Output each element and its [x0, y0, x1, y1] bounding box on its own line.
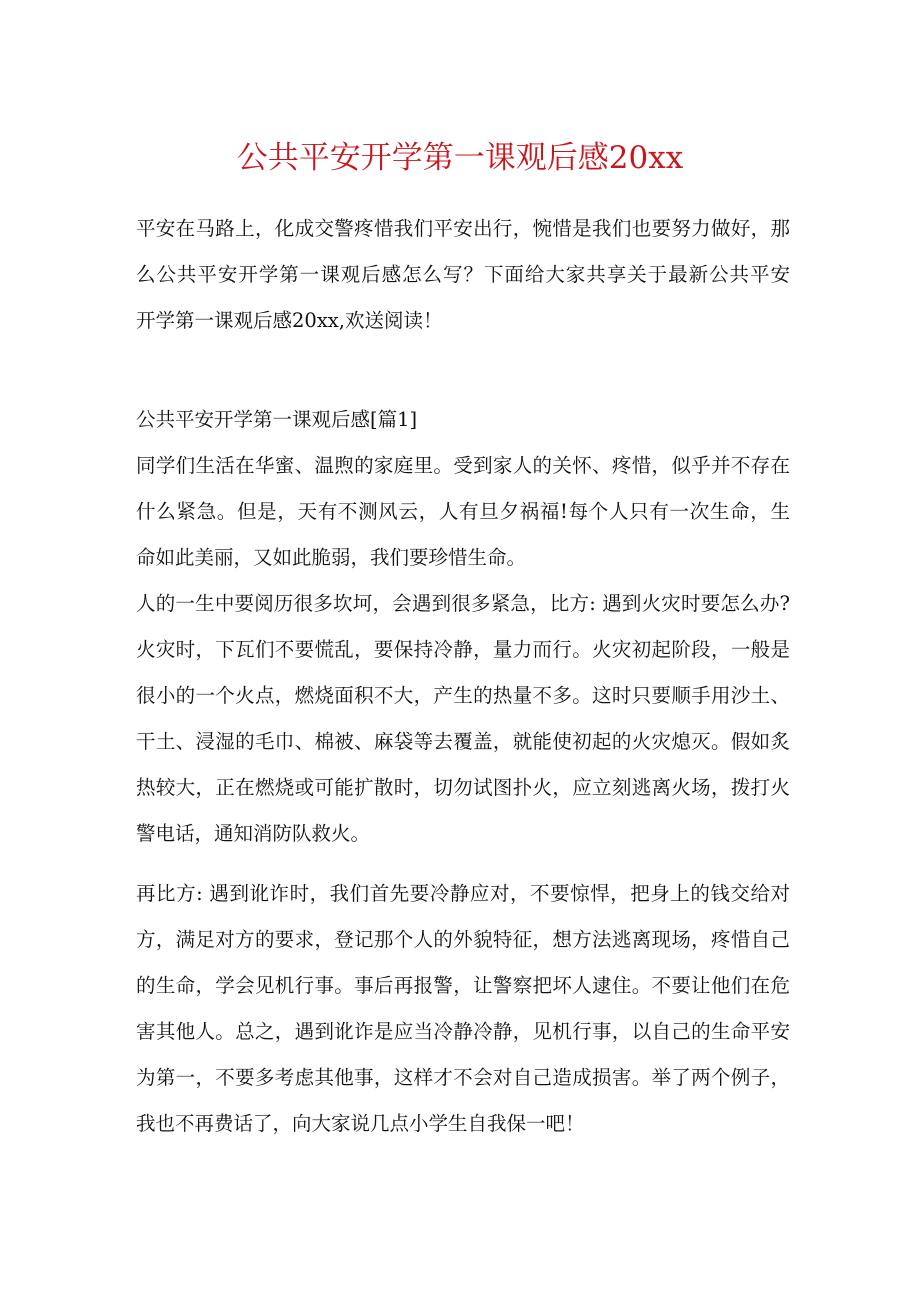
- paragraph-line: 为第一，不要多考虑其他事，这样才不会对自己造成损害。举了两个例子，: [136, 1066, 790, 1089]
- paragraph-line: 方，满足对方的要求，登记那个人的外貌特征，想方法逃离现场，疼惜自己: [136, 928, 790, 951]
- paragraph-line: 很小的一个火点，燃烧面积不大，产生的热量不多。这时只要顺手用沙土、: [136, 684, 790, 707]
- intro-line: 么公共平安开学第一课观后感怎么写？下面给大家共享关于最新公共平安: [136, 263, 790, 286]
- paragraph-line: 警电话，通知消防队救火。: [136, 822, 371, 845]
- section-heading: 公共平安开学第一课观后感[篇1]: [136, 408, 418, 431]
- paragraph-line: 命如此美丽，又如此脆弱，我们要珍惜生命。: [136, 546, 527, 569]
- intro-paragraph: [136, 206, 790, 344]
- paragraph-line: 同学们生活在华蜜、温煦的家庭里。受到家人的关怀、疼惜，似乎并不存在: [136, 454, 790, 477]
- paragraph-2: [136, 581, 790, 857]
- paragraph-line: 火灾时，下瓦们不要慌乱，要保持冷静，量力而行。火灾初起阶段，一般是: [136, 638, 790, 661]
- paragraph-line: 的生命，学会见机行事。事后再报警，让警察把坏人逮住。不要让他们在危: [136, 974, 790, 997]
- paragraph-line: 什么紧急。但是，天有不测风云，人有旦夕祸福!每个人只有一次生命，生: [136, 500, 790, 523]
- paragraph-1: [136, 443, 790, 581]
- paragraph-3: [136, 871, 790, 1147]
- paragraph-line: 再比方: 遇到讹诈时，我们首先要冷静应对，不要惊悍，把身上的钱交给对: [136, 882, 790, 905]
- intro-line: 开学第一课观后感20xx,欢送阅读！: [136, 309, 443, 332]
- paragraph-line: 热较大，正在燃烧或可能扩散时，切勿试图扑火，应立刻逃离火场，拨打火: [136, 776, 790, 799]
- paragraph-line: 害其他人。总之，遇到讹诈是应当冷静冷静，见机行事，以自己的生命平安: [136, 1020, 790, 1043]
- paragraph-line: 我也不再费话了，向大家说几点小学生自我保一吧！: [136, 1112, 585, 1135]
- paragraph-line: 干土、浸湿的毛巾、棉被、麻袋等去覆盖，就能使初起的火灾熄灭。假如炙: [136, 730, 790, 753]
- intro-line: 平安在马路上，化成交警疼惜我们平安出行，惋惜是我们也要努力做好，那: [136, 217, 790, 240]
- page-title: 公共平安开学第一课观后感20xx: [236, 140, 684, 176]
- paragraph-line: 人的一生中要阅历很多坎坷，会遇到很多紧急，比方: 遇到火灾时要怎么办?: [136, 592, 790, 615]
